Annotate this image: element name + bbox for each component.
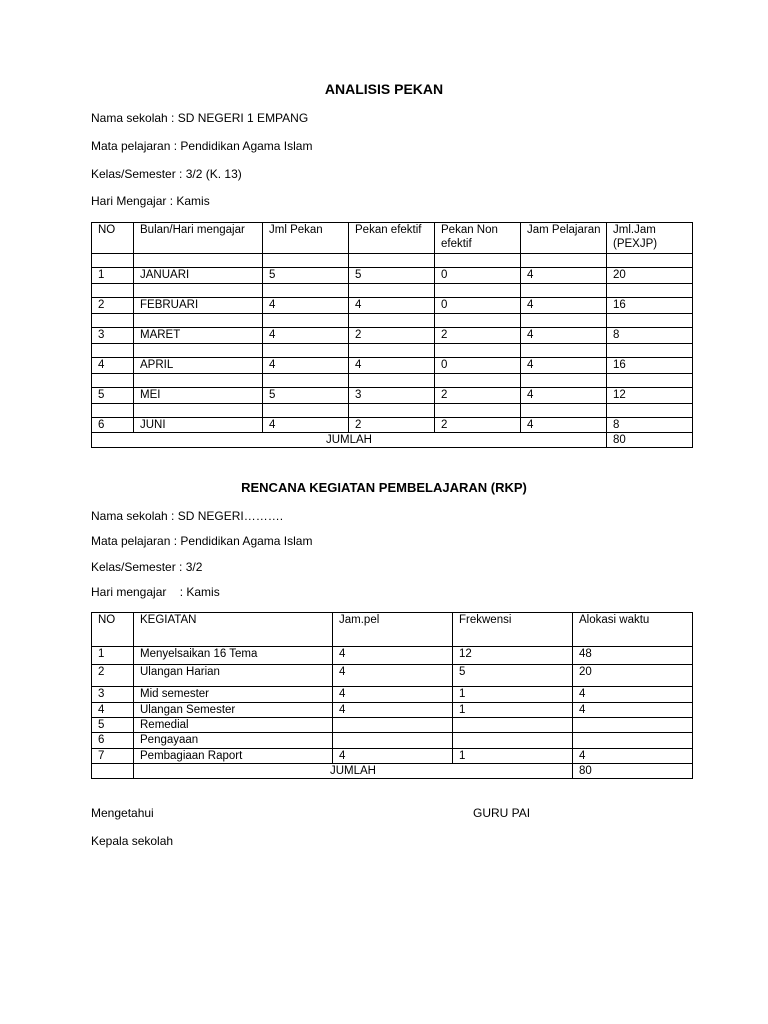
cell-non-effective: 2 [435, 328, 521, 344]
cell-lesson-hours [333, 733, 453, 749]
cell-non-effective: 0 [435, 358, 521, 374]
cell-non-effective: 0 [435, 298, 521, 314]
spacer-row [92, 374, 693, 388]
cell-month: JANUARI [134, 268, 263, 284]
rkp-title: RENCANA KEGIATAN PEMBELAJARAN (RKP) [241, 480, 527, 495]
spacer-row [92, 344, 693, 358]
class-semester-line: Kelas/Semester : 3/2 (K. 13) [91, 167, 242, 181]
header-cell: Jam.pel [333, 613, 453, 647]
spacer-row [92, 254, 693, 268]
header-cell: Pekan Non efektif [435, 223, 521, 254]
cell-lesson-hours: 4 [333, 749, 453, 764]
cell-lesson-hours: 4 [521, 418, 607, 433]
cell-no: 1 [92, 647, 134, 665]
total-value: 80 [573, 764, 693, 779]
table-header-row [92, 613, 693, 647]
cell-effective: 5 [349, 268, 435, 284]
cell-effective: 4 [349, 358, 435, 374]
cell-lesson-hours: 4 [333, 687, 453, 703]
cell-month: FEBRUARI [134, 298, 263, 314]
school-name-line: Nama sekolah : SD NEGERI 1 EMPANG [91, 111, 309, 125]
cell-lesson-hours: 4 [521, 358, 607, 374]
cell-time-allocation: 20 [573, 665, 693, 687]
table-row [92, 749, 693, 764]
cell-activity: Ulangan Harian [134, 665, 333, 687]
week-analysis-table [91, 222, 693, 448]
cell-no: 5 [92, 718, 134, 733]
cell-frequency: 5 [453, 665, 573, 687]
cell-weeks: 4 [263, 358, 349, 374]
cell-no: 1 [92, 268, 134, 284]
cell-effective: 4 [349, 298, 435, 314]
total-value: 80 [607, 433, 693, 448]
cell-month: JUNI [134, 418, 263, 433]
subject-line-2: Mata pelajaran : Pendidikan Agama Islam [91, 534, 313, 548]
table-header-row [92, 223, 693, 254]
total-row [92, 433, 693, 448]
cell-month: MEI [134, 388, 263, 404]
cell-total-hours: 12 [607, 388, 693, 404]
cell-time-allocation: 4 [573, 703, 693, 718]
cell-weeks: 5 [263, 388, 349, 404]
table-row [92, 733, 693, 749]
school-name-line-2: Nama sekolah : SD NEGERI………. [91, 509, 284, 523]
cell-activity: Pengayaan [134, 733, 333, 749]
cell-activity: Remedial [134, 718, 333, 733]
cell-no: 6 [92, 418, 134, 433]
cell-lesson-hours: 4 [333, 665, 453, 687]
cell-lesson-hours: 4 [333, 647, 453, 665]
table-row [92, 388, 693, 404]
header-cell: NO [92, 613, 134, 647]
header-cell: Jml.Jam (PEXJP) [607, 223, 693, 254]
cell-total-hours: 20 [607, 268, 693, 284]
cell-activity: Ulangan Semester [134, 703, 333, 718]
cell-no: 3 [92, 328, 134, 344]
cell-no: 3 [92, 687, 134, 703]
header-cell: Jam Pelajaran [521, 223, 607, 254]
cell-effective: 2 [349, 328, 435, 344]
cell-non-effective: 2 [435, 388, 521, 404]
total-label: JUMLAH [92, 433, 607, 448]
cell-time-allocation: 4 [573, 749, 693, 764]
header-cell: Pekan efektif [349, 223, 435, 254]
cell-total-hours: 8 [607, 418, 693, 433]
cell-month: MARET [134, 328, 263, 344]
total-spacer-cell [92, 764, 134, 779]
cell-activity: Menyelsaikan 16 Tema [134, 647, 333, 665]
spacer-row [92, 284, 693, 298]
cell-total-hours: 16 [607, 298, 693, 314]
cell-activity: Pembagiaan Raport [134, 749, 333, 764]
cell-lesson-hours: 4 [521, 298, 607, 314]
cell-frequency: 1 [453, 687, 573, 703]
principal-label: Kepala sekolah [91, 834, 174, 848]
cell-lesson-hours: 4 [333, 703, 453, 718]
cell-effective: 2 [349, 418, 435, 433]
cell-non-effective: 0 [435, 268, 521, 284]
cell-frequency: 12 [453, 647, 573, 665]
cell-lesson-hours [333, 718, 453, 733]
cell-lesson-hours: 4 [521, 388, 607, 404]
table-row [92, 298, 693, 314]
header-cell: NO [92, 223, 134, 254]
total-row [92, 764, 693, 779]
teaching-day-line-2: Hari mengajar : Kamis [91, 585, 220, 599]
cell-time-allocation: 4 [573, 687, 693, 703]
cell-no: 2 [92, 665, 134, 687]
cell-no: 4 [92, 358, 134, 374]
table-row [92, 358, 693, 374]
page-title: ANALISIS PEKAN [324, 81, 444, 97]
cell-activity: Mid semester [134, 687, 333, 703]
cell-weeks: 4 [263, 418, 349, 433]
cell-no: 2 [92, 298, 134, 314]
learning-activity-table [91, 612, 693, 779]
cell-lesson-hours: 4 [521, 328, 607, 344]
cell-frequency [453, 733, 573, 749]
header-cell: Frekwensi [453, 613, 573, 647]
header-cell: KEGIATAN [134, 613, 333, 647]
cell-time-allocation [573, 718, 693, 733]
cell-weeks: 4 [263, 328, 349, 344]
acknowledged-label: Mengetahui [91, 806, 154, 820]
cell-month: APRIL [134, 358, 263, 374]
header-cell: Bulan/Hari mengajar [134, 223, 263, 254]
cell-no: 4 [92, 703, 134, 718]
table-row [92, 268, 693, 284]
cell-no: 6 [92, 733, 134, 749]
spacer-row [92, 404, 693, 418]
cell-non-effective: 2 [435, 418, 521, 433]
teacher-label: GURU PAI [473, 806, 531, 820]
table-row [92, 418, 693, 433]
cell-no: 7 [92, 749, 134, 764]
total-label: JUMLAH [134, 764, 573, 779]
cell-time-allocation [573, 733, 693, 749]
cell-frequency: 1 [453, 749, 573, 764]
class-semester-line-2: Kelas/Semester : 3/2 [91, 560, 203, 574]
header-cell: Jml Pekan [263, 223, 349, 254]
subject-line: Mata pelajaran : Pendidikan Agama Islam [91, 139, 313, 153]
cell-weeks: 4 [263, 298, 349, 314]
table-row [92, 703, 693, 718]
teaching-day-line: Hari Mengajar : Kamis [91, 194, 210, 208]
cell-total-hours: 8 [607, 328, 693, 344]
header-cell: Alokasi waktu [573, 613, 693, 647]
table-row [92, 718, 693, 733]
cell-lesson-hours: 4 [521, 268, 607, 284]
cell-total-hours: 16 [607, 358, 693, 374]
cell-frequency [453, 718, 573, 733]
table-row [92, 665, 693, 687]
table-row [92, 687, 693, 703]
table-row [92, 647, 693, 665]
table-row [92, 328, 693, 344]
spacer-row [92, 314, 693, 328]
cell-no: 5 [92, 388, 134, 404]
cell-frequency: 1 [453, 703, 573, 718]
cell-time-allocation: 48 [573, 647, 693, 665]
cell-weeks: 5 [263, 268, 349, 284]
cell-effective: 3 [349, 388, 435, 404]
